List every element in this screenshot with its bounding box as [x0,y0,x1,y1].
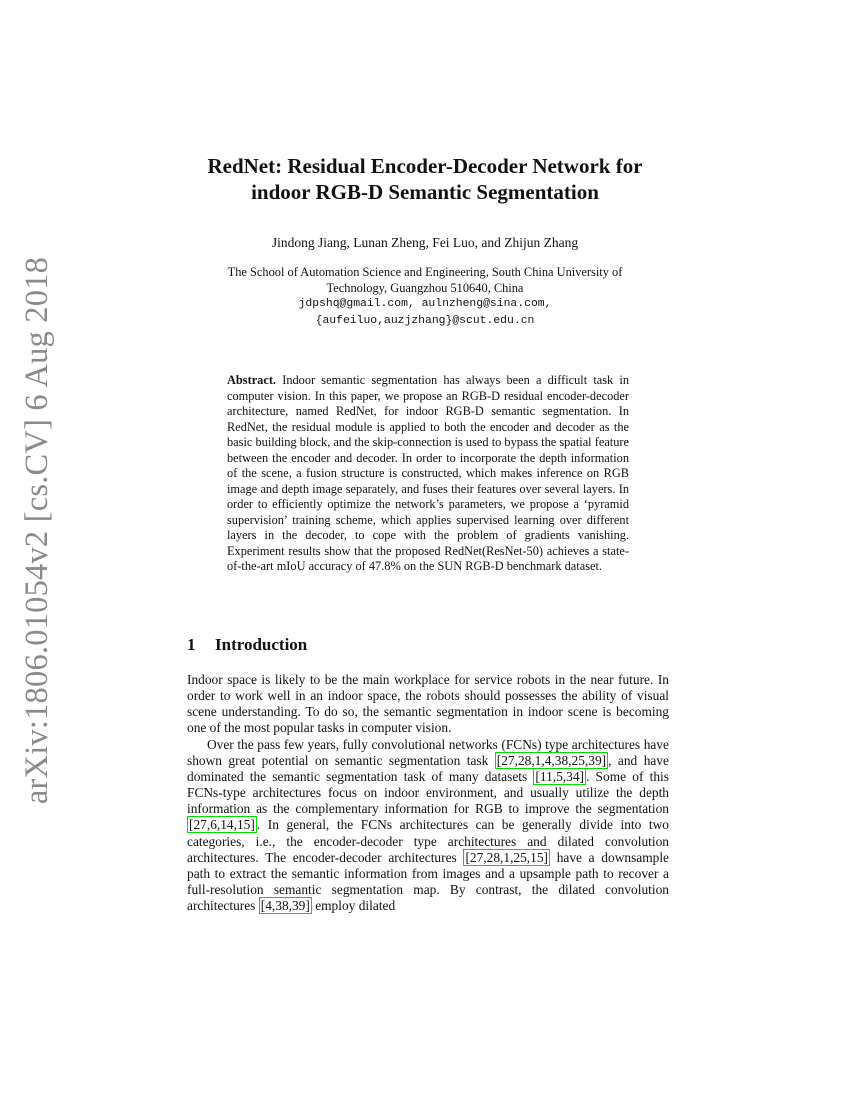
section-title: Introduction [215,635,308,654]
section-heading [187,634,667,656]
email-line-1[interactable]: jdpshq@gmail.com, aulnzheng@sina.com, [298,298,552,311]
title-line-1: RedNet: Residual Encoder-Decoder Network for [207,154,643,178]
intro-paragraph-2 [187,737,669,915]
affiliation-line-2: Technology, Guangzhou 510640, China [326,281,524,296]
title-line-2: indoor RGB-D Semantic Segmentation [251,180,599,204]
section-number: 1 [187,635,196,654]
arxiv-stamp [14,256,62,804]
citation-link[interactable]: [4,38,39] [260,898,310,914]
intro-text: . Some of this FCNs-type architectures focus on indoor environment, and usually utilize the depth information as the complementary information for RGB to improve the segmentation [187,768,669,817]
intro-text: have a downsample path to extract the semantic information from images and a upsample path to recover a full-resolution semantic segmentation map. By contrast, the dilated convolution architectures [187,849,669,914]
affiliation-block [195,264,655,329]
abstract-label: Abstract. [227,373,277,387]
paper-title [150,153,700,205]
email-line-2[interactable]: {aufeiluo,auzjzhang}@scut.edu.cn [315,314,535,327]
abstract-text: Indoor semantic segmentation has always been a difficult task in computer vision. In this paper, we propose an RGB-D residual encoder-decoder architecture, named RedNet, for indoor RGB-D semantic segmentation. In RedNet, the residual module is applied to both the encoder and decoder as the basic building block, and the skip-connection is used to bypass the spatial feature between the encoder and decoder. In order to incorporate the depth information of the scene, a fusion structure is constructed, which makes inference on RGB image and depth image separately, and fuses their features over several layers. In order to efficiently optimize the network’s parameters, we propose a ‘pyramid supervision’ training scheme, which applies supervised learning over different layers in the decoder, to cope with the problem of gradients vanishing. Experiment results show that the proposed RedNet(ResNet-50) achieves a state-of-the-art mIoU accuracy of 47.8% on the SUN RGB-D benchmark dataset. [227,373,629,573]
citation-link[interactable]: [27,6,14,15] [189,817,255,833]
intro-text: Over the pass few years, fully convolutional networks (FCNs) type architectures have shown great potential on semantic segmentation task [187,736,669,768]
intro-text: employ dilated [311,898,396,914]
intro-text: . In general, the FCNs architectures can be generally divide into two categories, i.e., the encoder-decoder type architectures and dilated convolution architectures. The encoder-decoder architectures [187,817,669,865]
affiliation-line-1: The School of Automation Science and Engineering, South China University of [227,265,623,279]
citation-link[interactable]: [27,28,1,25,15] [465,849,549,865]
citation-link[interactable]: [27,28,1,4,38,25,39] [496,752,607,768]
author-list: Jindong Jiang, Lunan Zheng, Fei Luo, and Zhijun Zhang [271,235,579,250]
introduction-body [187,672,669,914]
arxiv-identifier: arXiv:1806.01054v2 [cs.CV] 6 Aug 2018 [19,256,56,804]
abstract [227,373,629,575]
citation-link[interactable]: [11,5,34] [535,768,584,784]
intro-text: , and have dominated the semantic segmentation task of many datasets [187,752,669,784]
intro-paragraph-1: Indoor space is likely to be the main workplace for service robots in the near future. In order to work well in an indoor space, the robots should possesses the ability of visual scene understanding. To do so, the semantic segmentation in indoor scene is becoming one of the most popular tasks in computer vision. [187,672,669,736]
